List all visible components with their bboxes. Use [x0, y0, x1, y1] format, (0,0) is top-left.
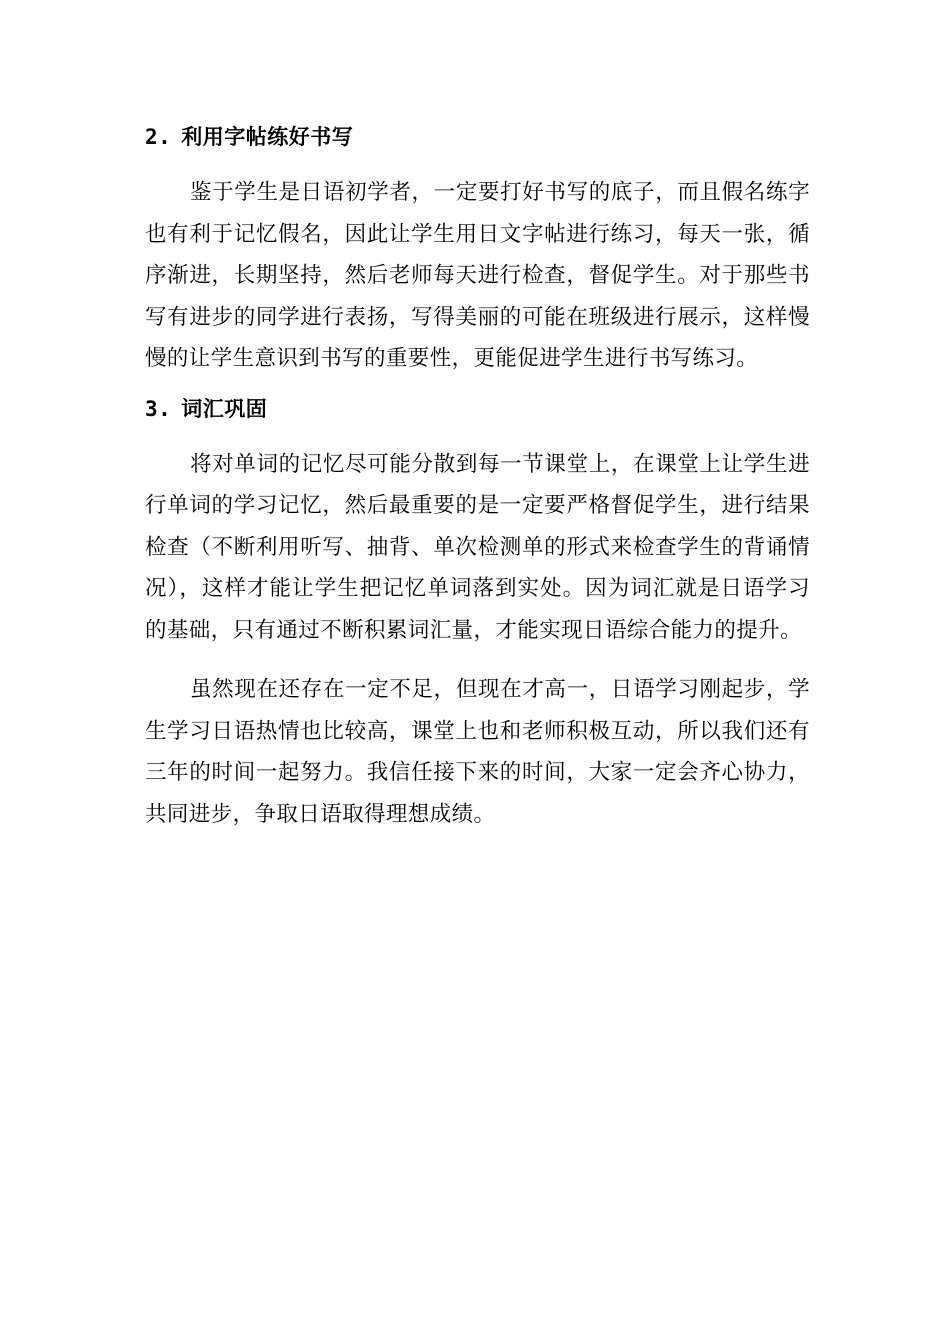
- section-number: 3.: [145, 396, 172, 421]
- section-heading-3: [145, 394, 810, 424]
- document-body: [145, 122, 810, 835]
- section-paragraph-2: 鉴于学生是日语初学者，一定要打好书写的底子，而且假名练字也有利于记忆假名，因此让学生用日文字帖进行练习，每天一张，循序渐进，长期坚持，然后老师每天进行检查，督促学生。对于那些书写有进步的同学进行表扬，写得美丽的可能在班级进行展示，这样慢慢的让学生意识到书写的重要性，更能促进学生进行书写练习。: [145, 180, 810, 371]
- section-number: 2.: [145, 125, 172, 149]
- section-title: 利用字帖练好书写: [181, 125, 354, 149]
- closing-paragraph: 虽然现在还存在一定不足，但现在才高一，日语学习刚起步，学生学习日语热情也比较高，课堂上也和老师积极互动，所以我们还有三年的时间一起努力。我信任接下来的时间，大家一定会齐心协力，共同进步，争取日语取得理想成绩。: [145, 677, 810, 827]
- section-title: 词汇巩固: [181, 396, 268, 421]
- section-heading-2: [145, 122, 810, 152]
- section-paragraph-3: 将对单词的记忆尽可能分散到每一节课堂上，在课堂上让学生进行单词的学习记忆，然后最重要的是一定要严格督促学生，进行结果检查（不断利用听写、抽背、单次检测单的形式来检查学生的背诵情况），这样才能让学生把记忆单词落到实处。因为词汇就是日语学习的基础，只有通过不断积累词汇量，才能实现日语综合能力的提升。: [145, 451, 810, 643]
